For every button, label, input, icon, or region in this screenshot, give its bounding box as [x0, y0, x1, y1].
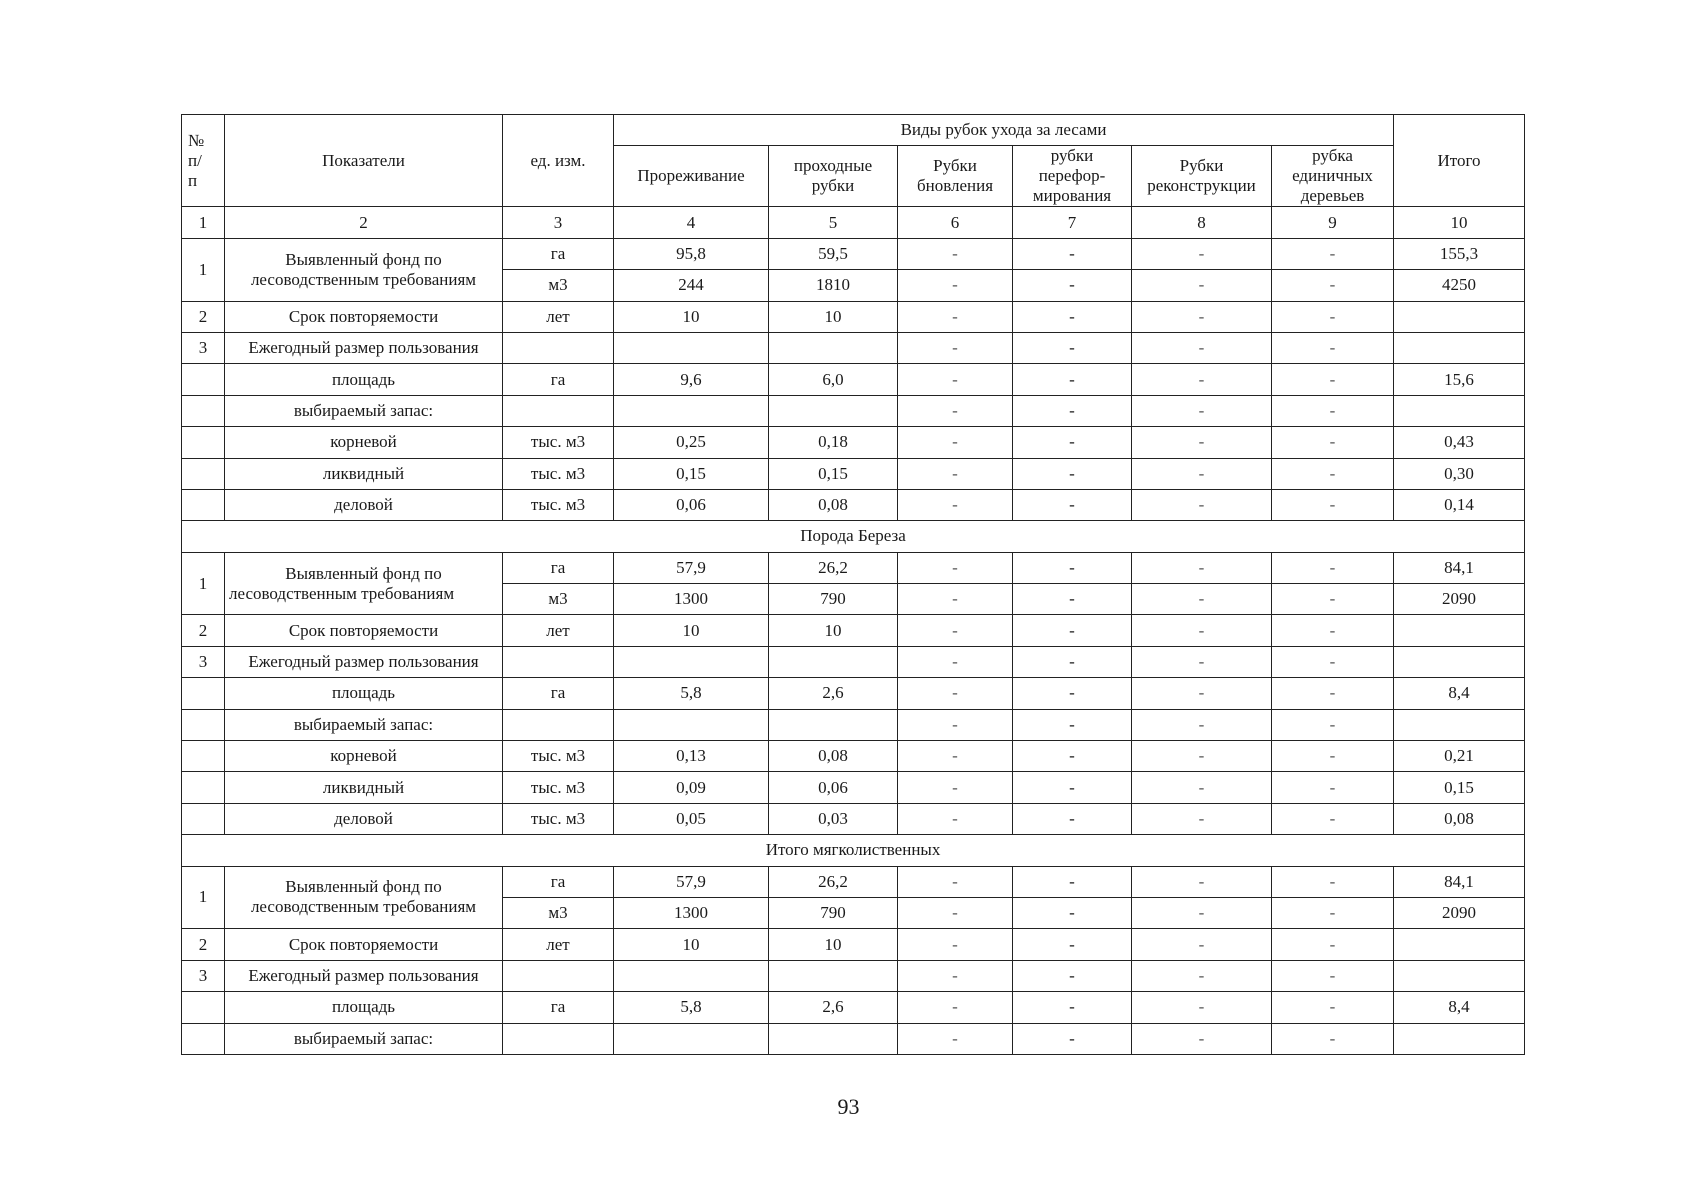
value-renewal-cuts: -: [898, 803, 1013, 834]
value-single-tree-cuts: -: [1272, 803, 1394, 834]
row-unit: [503, 395, 614, 426]
section-header-row: [182, 521, 1525, 552]
row-unit: га: [503, 364, 614, 395]
value-renewal-cuts: -: [898, 301, 1013, 332]
value-total: 155,3: [1394, 238, 1525, 269]
table-row: [182, 960, 1525, 991]
value-thinning: [614, 332, 769, 363]
row-unit: м3: [503, 584, 614, 615]
value-reconstruction-cuts: -: [1132, 678, 1272, 709]
value-single-tree-cuts: -: [1272, 772, 1394, 803]
row-unit: лет: [503, 615, 614, 646]
row-unit: га: [503, 866, 614, 897]
value-reconstruction-cuts: -: [1132, 992, 1272, 1023]
value-reconstruction-cuts: -: [1132, 929, 1272, 960]
row-label: выбираемый запас:: [225, 395, 503, 426]
value-total: 84,1: [1394, 552, 1525, 583]
row-label: ликвидный: [225, 772, 503, 803]
table-row: [182, 332, 1525, 363]
value-total: [1394, 301, 1525, 332]
value-reforming-cuts: -: [1013, 364, 1132, 395]
page-number: 93: [837, 1094, 860, 1119]
value-reforming-cuts: -: [1013, 238, 1132, 269]
table-row: [182, 489, 1525, 520]
value-reconstruction-cuts: -: [1132, 709, 1272, 740]
value-reconstruction-cuts: -: [1132, 1023, 1272, 1054]
value-thinning: 0,06: [614, 489, 769, 520]
value-single-tree-cuts: -: [1272, 646, 1394, 677]
row-label: Выявленный фонд по лесоводственным требованиям: [225, 866, 503, 929]
value-single-tree-cuts: -: [1272, 301, 1394, 332]
row-number: 3: [182, 332, 225, 363]
row-number: 2: [182, 615, 225, 646]
value-total: 0,15: [1394, 772, 1525, 803]
value-reconstruction-cuts: -: [1132, 332, 1272, 363]
row-label: Срок повторяемости: [225, 615, 503, 646]
value-reconstruction-cuts: -: [1132, 458, 1272, 489]
value-passage-cuts: [769, 646, 898, 677]
value-renewal-cuts: -: [898, 897, 1013, 928]
value-reconstruction-cuts: -: [1132, 552, 1272, 583]
value-renewal-cuts: -: [898, 584, 1013, 615]
value-reconstruction-cuts: -: [1132, 772, 1272, 803]
value-reforming-cuts: -: [1013, 458, 1132, 489]
row-label: Выявленный фонд по лесоводственным требованиям: [225, 238, 503, 301]
row-label: выбираемый запас:: [225, 1023, 503, 1054]
row-unit: тыс. м3: [503, 803, 614, 834]
value-thinning: 244: [614, 270, 769, 301]
value-single-tree-cuts: -: [1272, 489, 1394, 520]
value-reconstruction-cuts: -: [1132, 646, 1272, 677]
row-unit: тыс. м3: [503, 458, 614, 489]
section-title: Порода Береза: [182, 521, 1525, 552]
value-reconstruction-cuts: -: [1132, 270, 1272, 301]
value-reforming-cuts: -: [1013, 427, 1132, 458]
value-renewal-cuts: -: [898, 458, 1013, 489]
row-number: [182, 741, 225, 772]
value-renewal-cuts: -: [898, 1023, 1013, 1054]
table-row: [182, 1023, 1525, 1054]
header-total: Итого: [1394, 115, 1525, 207]
value-passage-cuts: [769, 960, 898, 991]
value-passage-cuts: [769, 1023, 898, 1054]
value-total: 0,30: [1394, 458, 1525, 489]
row-number: 1: [182, 552, 225, 615]
value-thinning: 1300: [614, 897, 769, 928]
value-passage-cuts: [769, 332, 898, 363]
value-single-tree-cuts: -: [1272, 427, 1394, 458]
table-row: [182, 678, 1525, 709]
row-number: 1: [182, 866, 225, 929]
column-number: 1: [182, 207, 225, 238]
value-reforming-cuts: -: [1013, 772, 1132, 803]
row-unit: тыс. м3: [503, 427, 614, 458]
row-unit: га: [503, 238, 614, 269]
row-unit: [503, 1023, 614, 1054]
value-reconstruction-cuts: -: [1132, 395, 1272, 426]
value-renewal-cuts: -: [898, 615, 1013, 646]
column-number: 4: [614, 207, 769, 238]
value-total: 2090: [1394, 897, 1525, 928]
value-renewal-cuts: -: [898, 741, 1013, 772]
column-number: 2: [225, 207, 503, 238]
value-reforming-cuts: -: [1013, 1023, 1132, 1054]
value-thinning: 5,8: [614, 678, 769, 709]
value-thinning: 57,9: [614, 866, 769, 897]
value-total: 0,21: [1394, 741, 1525, 772]
value-passage-cuts: 0,08: [769, 741, 898, 772]
value-reconstruction-cuts: -: [1132, 866, 1272, 897]
value-reforming-cuts: -: [1013, 301, 1132, 332]
value-single-tree-cuts: -: [1272, 458, 1394, 489]
column-number: 5: [769, 207, 898, 238]
row-unit: [503, 960, 614, 991]
value-passage-cuts: 26,2: [769, 866, 898, 897]
value-passage-cuts: 790: [769, 897, 898, 928]
value-thinning: 57,9: [614, 552, 769, 583]
value-renewal-cuts: -: [898, 270, 1013, 301]
value-thinning: 0,09: [614, 772, 769, 803]
value-total: 84,1: [1394, 866, 1525, 897]
header-reforming-cuts: рубки перефор-мирования: [1013, 146, 1132, 207]
header-renewal-cuts: Рубки бновления: [898, 146, 1013, 207]
value-total: [1394, 615, 1525, 646]
row-unit: га: [503, 992, 614, 1023]
value-thinning: 9,6: [614, 364, 769, 395]
value-reforming-cuts: -: [1013, 489, 1132, 520]
value-thinning: 5,8: [614, 992, 769, 1023]
row-label: Ежегодный размер пользования: [225, 960, 503, 991]
value-single-tree-cuts: -: [1272, 709, 1394, 740]
value-thinning: [614, 709, 769, 740]
table-row: [182, 458, 1525, 489]
value-passage-cuts: 6,0: [769, 364, 898, 395]
column-number: 6: [898, 207, 1013, 238]
section-header-row: [182, 835, 1525, 866]
value-passage-cuts: 0,18: [769, 427, 898, 458]
table-row: [182, 866, 1525, 897]
row-label: Ежегодный размер пользования: [225, 332, 503, 363]
value-reforming-cuts: -: [1013, 332, 1132, 363]
value-passage-cuts: 2,6: [769, 678, 898, 709]
row-number: 1: [182, 238, 225, 301]
value-passage-cuts: 59,5: [769, 238, 898, 269]
value-thinning: 0,15: [614, 458, 769, 489]
value-thinning: 0,25: [614, 427, 769, 458]
value-thinning: 0,13: [614, 741, 769, 772]
value-reforming-cuts: -: [1013, 929, 1132, 960]
table-row: [182, 803, 1525, 834]
value-renewal-cuts: -: [898, 238, 1013, 269]
value-single-tree-cuts: -: [1272, 897, 1394, 928]
value-single-tree-cuts: -: [1272, 960, 1394, 991]
value-thinning: 10: [614, 929, 769, 960]
value-passage-cuts: 0,15: [769, 458, 898, 489]
value-reforming-cuts: -: [1013, 709, 1132, 740]
column-number: 8: [1132, 207, 1272, 238]
value-single-tree-cuts: -: [1272, 615, 1394, 646]
header-passage-cuts: проходные рубки: [769, 146, 898, 207]
value-single-tree-cuts: -: [1272, 270, 1394, 301]
value-single-tree-cuts: -: [1272, 552, 1394, 583]
row-unit: м3: [503, 270, 614, 301]
row-number: 2: [182, 929, 225, 960]
value-reconstruction-cuts: -: [1132, 489, 1272, 520]
value-passage-cuts: 0,06: [769, 772, 898, 803]
row-number: 3: [182, 646, 225, 677]
column-numbers-row: [182, 207, 1525, 238]
value-total: [1394, 709, 1525, 740]
value-total: 2090: [1394, 584, 1525, 615]
value-thinning: [614, 1023, 769, 1054]
value-total: [1394, 929, 1525, 960]
value-total: 0,14: [1394, 489, 1525, 520]
value-single-tree-cuts: -: [1272, 929, 1394, 960]
value-renewal-cuts: -: [898, 427, 1013, 458]
value-reconstruction-cuts: -: [1132, 364, 1272, 395]
header-reconstruction-cuts: Рубки реконструкции: [1132, 146, 1272, 207]
value-renewal-cuts: -: [898, 552, 1013, 583]
row-label: корневой: [225, 741, 503, 772]
row-label: выбираемый запас:: [225, 709, 503, 740]
value-reforming-cuts: -: [1013, 866, 1132, 897]
table-row: [182, 427, 1525, 458]
row-number: [182, 427, 225, 458]
value-reforming-cuts: -: [1013, 584, 1132, 615]
value-single-tree-cuts: -: [1272, 1023, 1394, 1054]
row-label: Выявленный фонд по лесоводственным требованиям: [225, 552, 503, 615]
value-single-tree-cuts: -: [1272, 395, 1394, 426]
row-unit: тыс. м3: [503, 741, 614, 772]
value-thinning: 1300: [614, 584, 769, 615]
value-reconstruction-cuts: -: [1132, 803, 1272, 834]
row-number: [182, 1023, 225, 1054]
table-row: [182, 238, 1525, 269]
value-reconstruction-cuts: -: [1132, 427, 1272, 458]
row-label: Срок повторяемости: [225, 929, 503, 960]
value-renewal-cuts: -: [898, 960, 1013, 991]
value-renewal-cuts: -: [898, 772, 1013, 803]
value-passage-cuts: 0,08: [769, 489, 898, 520]
header-indicator: Показатели: [225, 115, 503, 207]
value-reforming-cuts: -: [1013, 992, 1132, 1023]
column-number: 10: [1394, 207, 1525, 238]
section-title: Итого мягколиственных: [182, 835, 1525, 866]
row-number: [182, 709, 225, 740]
value-reconstruction-cuts: -: [1132, 615, 1272, 646]
value-total: [1394, 1023, 1525, 1054]
row-number: [182, 803, 225, 834]
value-single-tree-cuts: -: [1272, 238, 1394, 269]
row-number: [182, 395, 225, 426]
value-reforming-cuts: -: [1013, 270, 1132, 301]
value-passage-cuts: 10: [769, 615, 898, 646]
column-number: 9: [1272, 207, 1394, 238]
row-unit: [503, 332, 614, 363]
row-unit: лет: [503, 301, 614, 332]
value-total: [1394, 332, 1525, 363]
value-single-tree-cuts: -: [1272, 584, 1394, 615]
value-renewal-cuts: -: [898, 646, 1013, 677]
forest-thinning-table: [181, 114, 1525, 1055]
value-renewal-cuts: -: [898, 929, 1013, 960]
row-unit: м3: [503, 897, 614, 928]
value-renewal-cuts: -: [898, 395, 1013, 426]
row-label: площадь: [225, 992, 503, 1023]
value-renewal-cuts: -: [898, 709, 1013, 740]
table-row: [182, 992, 1525, 1023]
row-label: корневой: [225, 427, 503, 458]
row-number: [182, 992, 225, 1023]
row-number: [182, 364, 225, 395]
table-row: [182, 772, 1525, 803]
value-renewal-cuts: -: [898, 992, 1013, 1023]
row-unit: тыс. м3: [503, 489, 614, 520]
value-reconstruction-cuts: -: [1132, 238, 1272, 269]
row-label: площадь: [225, 364, 503, 395]
value-total: 4250: [1394, 270, 1525, 301]
value-reforming-cuts: -: [1013, 395, 1132, 426]
row-number: [182, 458, 225, 489]
value-single-tree-cuts: -: [1272, 866, 1394, 897]
value-reforming-cuts: -: [1013, 646, 1132, 677]
column-number: 7: [1013, 207, 1132, 238]
value-total: 8,4: [1394, 992, 1525, 1023]
row-unit: га: [503, 552, 614, 583]
value-single-tree-cuts: -: [1272, 992, 1394, 1023]
row-unit: лет: [503, 929, 614, 960]
value-reconstruction-cuts: -: [1132, 301, 1272, 332]
value-reconstruction-cuts: -: [1132, 584, 1272, 615]
row-number: 2: [182, 301, 225, 332]
value-total: 8,4: [1394, 678, 1525, 709]
header-thinning: Прореживание: [614, 146, 769, 207]
table-row: [182, 615, 1525, 646]
value-passage-cuts: 26,2: [769, 552, 898, 583]
value-reforming-cuts: -: [1013, 803, 1132, 834]
row-unit: га: [503, 678, 614, 709]
value-thinning: [614, 646, 769, 677]
table-row: [182, 364, 1525, 395]
table-row: [182, 709, 1525, 740]
table-row: [182, 395, 1525, 426]
table-row: [182, 301, 1525, 332]
value-passage-cuts: 790: [769, 584, 898, 615]
value-total: 0,43: [1394, 427, 1525, 458]
value-passage-cuts: 10: [769, 929, 898, 960]
value-reconstruction-cuts: -: [1132, 897, 1272, 928]
value-reforming-cuts: -: [1013, 552, 1132, 583]
value-reconstruction-cuts: -: [1132, 960, 1272, 991]
value-passage-cuts: [769, 709, 898, 740]
value-renewal-cuts: -: [898, 866, 1013, 897]
value-reforming-cuts: -: [1013, 897, 1132, 928]
row-label: Ежегодный размер пользования: [225, 646, 503, 677]
value-single-tree-cuts: -: [1272, 678, 1394, 709]
value-reforming-cuts: -: [1013, 741, 1132, 772]
row-unit: [503, 709, 614, 740]
value-thinning: 0,05: [614, 803, 769, 834]
value-thinning: 10: [614, 615, 769, 646]
value-thinning: 10: [614, 301, 769, 332]
value-reforming-cuts: -: [1013, 678, 1132, 709]
value-total: [1394, 395, 1525, 426]
value-passage-cuts: 1810: [769, 270, 898, 301]
value-single-tree-cuts: -: [1272, 741, 1394, 772]
value-passage-cuts: 10: [769, 301, 898, 332]
table-row: [182, 646, 1525, 677]
value-thinning: [614, 395, 769, 426]
table-row: [182, 552, 1525, 583]
row-label: Срок повторяемости: [225, 301, 503, 332]
row-label: деловой: [225, 803, 503, 834]
header-no: № п/ п: [182, 115, 225, 207]
value-passage-cuts: [769, 395, 898, 426]
value-total: [1394, 960, 1525, 991]
row-number: 3: [182, 960, 225, 991]
table-row: [182, 741, 1525, 772]
value-renewal-cuts: -: [898, 332, 1013, 363]
column-number: 3: [503, 207, 614, 238]
row-number: [182, 489, 225, 520]
value-reforming-cuts: -: [1013, 960, 1132, 991]
value-thinning: 95,8: [614, 238, 769, 269]
row-label: деловой: [225, 489, 503, 520]
row-unit: тыс. м3: [503, 772, 614, 803]
value-passage-cuts: 0,03: [769, 803, 898, 834]
value-single-tree-cuts: -: [1272, 332, 1394, 363]
row-label: ликвидный: [225, 458, 503, 489]
row-number: [182, 678, 225, 709]
row-unit: [503, 646, 614, 677]
value-passage-cuts: 2,6: [769, 992, 898, 1023]
value-renewal-cuts: -: [898, 489, 1013, 520]
table-row: [182, 929, 1525, 960]
header-cut-types: Виды рубок ухода за лесами: [614, 115, 1394, 146]
header-single-tree-cuts: рубка единичных деревьев: [1272, 146, 1394, 207]
value-reconstruction-cuts: -: [1132, 741, 1272, 772]
header-unit: ед. изм.: [503, 115, 614, 207]
header-row-top: [182, 115, 1525, 146]
value-total: 15,6: [1394, 364, 1525, 395]
value-renewal-cuts: -: [898, 678, 1013, 709]
value-total: [1394, 646, 1525, 677]
row-number: [182, 772, 225, 803]
value-thinning: [614, 960, 769, 991]
value-total: 0,08: [1394, 803, 1525, 834]
row-label: площадь: [225, 678, 503, 709]
value-renewal-cuts: -: [898, 364, 1013, 395]
value-single-tree-cuts: -: [1272, 364, 1394, 395]
value-reforming-cuts: -: [1013, 615, 1132, 646]
